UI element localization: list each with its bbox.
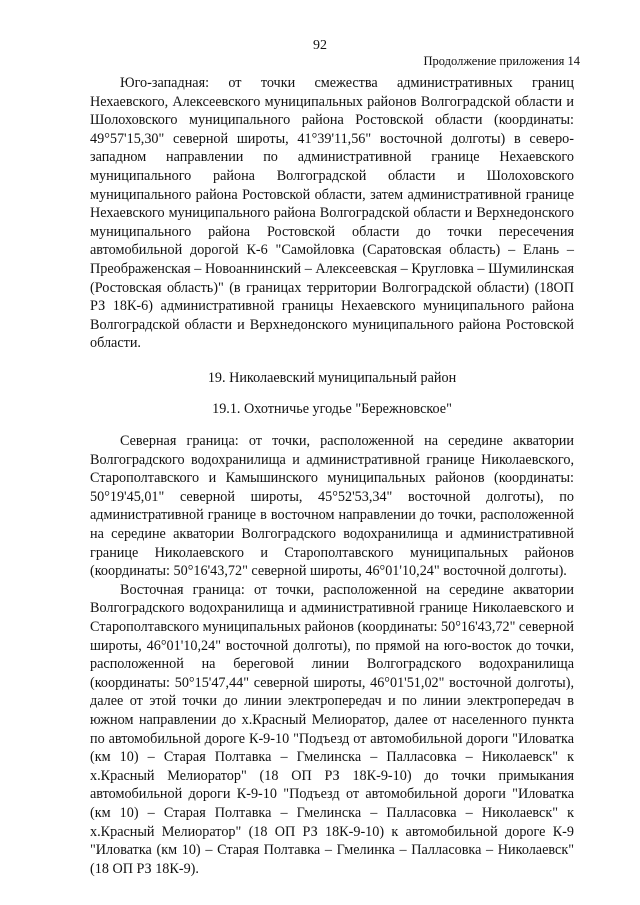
subsection-heading: 19.1. Охотничье угодье "Бережновское" [212, 400, 452, 417]
paragraph-southwest-boundary: Юго-западная: от точки смежества административных границ Нехаевского, Алексеевского муниципальных районов Волгоградской области и Шолоховского муниципального района Ростовской области (координаты: 49°57'15,30" северной широты, 41°39'11,56" восточной долготы) в северо-западном направлении по административной границе Нехаевского муниципального района Волгоградской области и Шолоховского муниципального района Ростовской области, затем административной границе Нехаевского муниципального района Волгоградской области и Верхнедонского муниципального района Ростовской области до точки пересечения автомобильной дорогой К-6 "Самойловка (Саратовская область) – Елань – Преображенская – Новоаннинский – Алексеевская – Кругловка – Шумилинская (Ростовская область)" (в границах территории Волгоградской области) (18ОП РЗ 18К-6) административной границы Нехаевского муниципального района Волгоградской области и Верхнедонского муниципального района Ростовской области. [90, 75, 574, 352]
page-number: 92 [313, 38, 327, 53]
paragraph-north-boundary: Северная граница: от точки, расположенной на середине акватории Волгоградского водохранилища и административной границе Николаевского, Старополтавского и Камышинского муниципальных районов (координаты: 50°19'45,01" северной широты, 45°52'53,34" восточной долготы), по административной границе в восточном направлении до точки, расположенной на середине акватории Волгоградского водохранилища и административной границе Николаевского и Старополтавского муниципальных районов (координаты: 50°16'43,72" северной широты, 46°01'10,24" восточной долготы). [90, 433, 574, 580]
appendix-continuation-note: Продолжение приложения 14 [423, 54, 580, 68]
section-heading: 19. Николаевский муниципальный район [207, 369, 457, 386]
paragraph-east-boundary: Восточная граница: от точки, расположенной на середине акватории Волгоградского водохранилища и административной границе Николаевского и Старополтавского муниципальных районов (координаты: 50°16'43,72" северной широты, 46°01'10,24" восточной долготы), по прямой на юго-восток до точки, расположенной на береговой линии Волгоградского водохранилища (координаты: 50°15'47,44" северной широты, 46°01'51,02" восточной долготы), далее от этой точки до линии электропередач и по линии электропередач в южном направлении до х.Красный Мелиоратор, далее от населенного пункта по автомобильной дороге К-9-10 "Подъезд от автомобильной дороги "Иловатка (км 10) – Старая Полтавка – Гмелинска – Палласовка – Николаевск" к х.Красный Мелиоратор" (18 ОП РЗ 18К-9-10) до точки примыкания автомобильной дороги К-9-10 "Подъезд от автомобильной дороги "Иловатка (км 10) – Старая Полтавка – Гмелинска – Палласовка – Николаевск" к х.Красный Мелиоратор" (18 ОП РЗ 18К-9-10) к автомобильной дороге К-9 "Иловатка (км 10) – Старая Полтавка – Гмелинка – Палласовка – Николаевск" (18 ОП РЗ 18К-9). [90, 581, 574, 877]
document-body [90, 74, 574, 878]
